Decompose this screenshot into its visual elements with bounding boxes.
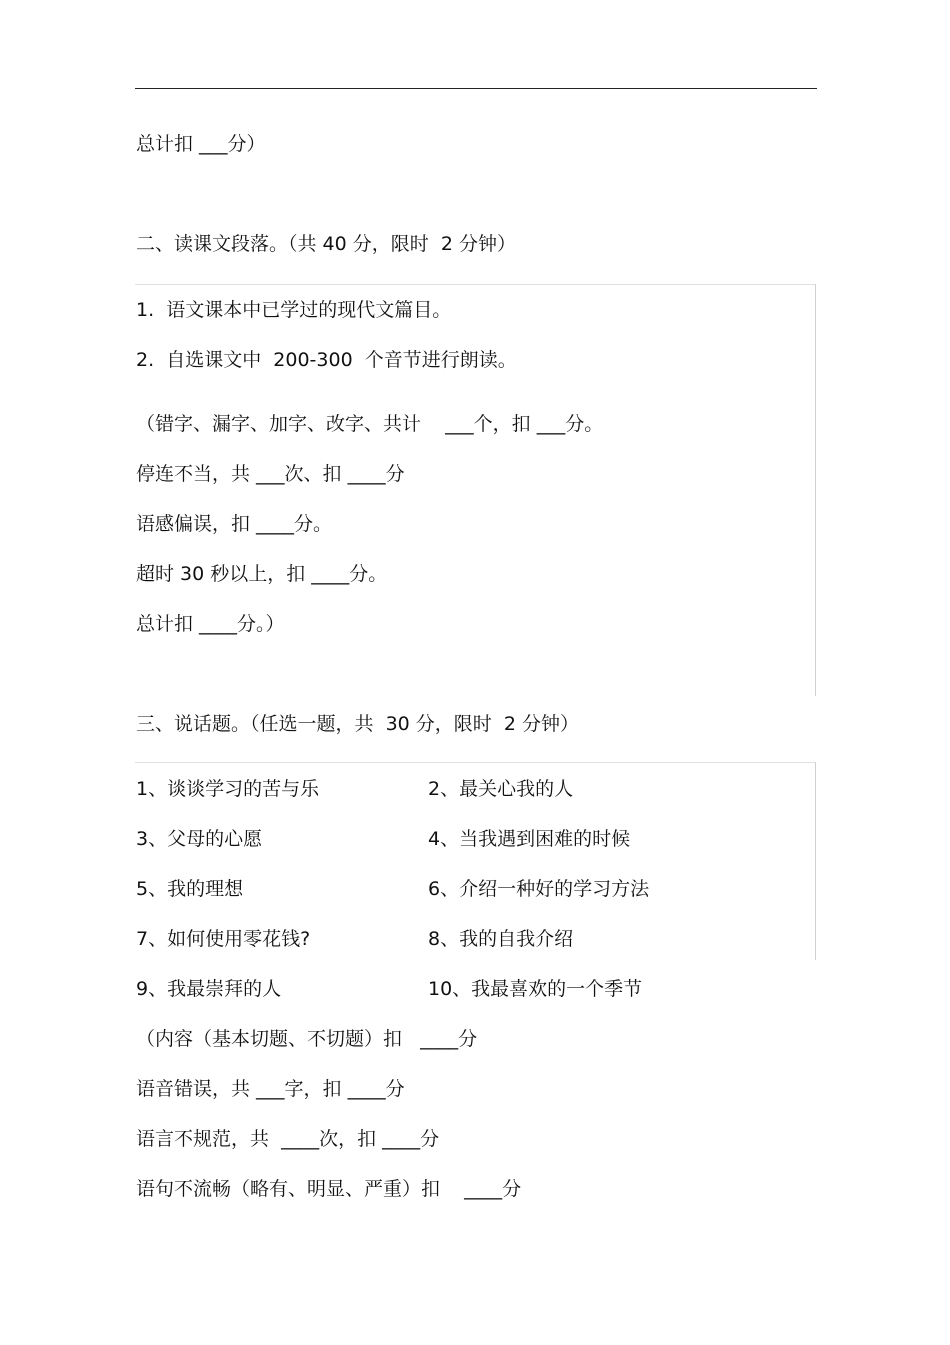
top-rule bbox=[135, 88, 817, 89]
section2-deduction-5: 总计扣 ____分。） bbox=[136, 613, 285, 635]
topic-5: 5、我的理想 bbox=[136, 878, 244, 900]
section3-deduction-1: （内容（基本切题、不切题）扣 ____分 bbox=[136, 1028, 478, 1050]
topic-9: 9、我最崇拜的人 bbox=[136, 978, 282, 1000]
section2-deduction-1: （错字、漏字、加字、改字、共计 ___个，扣 ___分。 bbox=[136, 413, 604, 435]
section2-item-1: 1. 语文课本中已学过的现代文篇目。 bbox=[136, 299, 452, 321]
section3-table-top bbox=[135, 762, 815, 763]
section3-deduction-4: 语句不流畅（略有、明显、严重）扣 ____分 bbox=[136, 1178, 522, 1200]
topic-10: 10、我最喜欢的一个季节 bbox=[428, 978, 643, 1000]
section3-table-right-border bbox=[815, 762, 816, 960]
section2-deduction-2: 停连不当，共 ___次、扣 ____分 bbox=[136, 463, 405, 485]
section2-table-top bbox=[135, 284, 815, 285]
topic-1: 1、谈谈学习的苦与乐 bbox=[136, 778, 320, 800]
section3-deduction-2: 语音错误，共 ___字，扣 ____分 bbox=[136, 1078, 405, 1100]
section3-deduction-3: 语言不规范，共 ____次，扣 ____分 bbox=[136, 1128, 440, 1150]
section2-table-right-border bbox=[815, 284, 816, 696]
topic-6: 6、介绍一种好的学习方法 bbox=[428, 878, 650, 900]
topic-3: 3、父母的心愿 bbox=[136, 828, 263, 850]
topic-7: 7、如何使用零花钱? bbox=[136, 928, 311, 950]
topic-2: 2、最关心我的人 bbox=[428, 778, 574, 800]
section2-deduction-3: 语感偏误，扣 ____分。 bbox=[136, 513, 333, 535]
section3-heading: 三、说话题。（任选一题，共 30 分，限时 2 分钟） bbox=[136, 713, 580, 735]
section2-heading: 二、读课文段落。（共 40 分，限时 2 分钟） bbox=[136, 233, 516, 255]
section2-item-2: 2. 自选课文中 200-300 个音节进行朗读。 bbox=[136, 349, 517, 371]
topic-4: 4、当我遇到困难的时候 bbox=[428, 828, 631, 850]
section1-total: 总计扣 ___分） bbox=[136, 133, 266, 155]
section2-deduction-4: 超时 30 秒以上，扣 ____分。 bbox=[136, 563, 388, 585]
topic-8: 8、我的自我介绍 bbox=[428, 928, 574, 950]
